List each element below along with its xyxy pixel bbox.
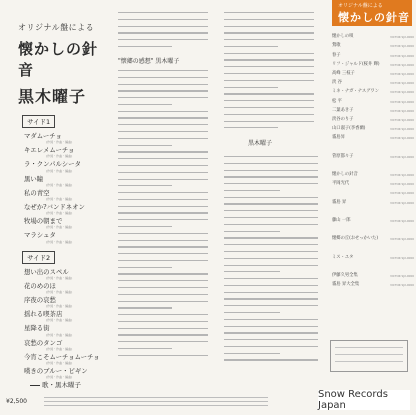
catalog-code: VICTOR SJX-0000	[390, 191, 414, 196]
track-title: 牧場の朝まで	[24, 217, 63, 226]
track-credit: (作詞・作曲・編曲)	[46, 211, 73, 216]
side2-label: サイド2	[22, 251, 55, 264]
catalog-title: 鶯歌	[332, 43, 341, 49]
track-item	[24, 144, 110, 158]
catalog-row	[332, 260, 414, 269]
track-credit: (作詞・作曲・編曲)	[46, 239, 73, 244]
vocal-credit	[30, 380, 81, 389]
catalog-row	[332, 113, 414, 122]
catalog-row	[332, 48, 414, 57]
track-credit: (作詞・作曲・編曲)	[46, 375, 73, 380]
catalog-code: VICTOR SJX-0000	[390, 71, 414, 76]
catalog-row	[332, 214, 414, 223]
catalog-title: 高峰 三枝子	[332, 70, 355, 76]
track-title: 私の青空	[24, 188, 50, 197]
album-subtitle: オリジナル盤による	[18, 23, 95, 32]
track-item	[24, 130, 110, 144]
track-title: 花のめのほ	[24, 281, 56, 290]
side1-label: サイド1	[22, 115, 55, 128]
track-title: 黒い瞳	[24, 174, 44, 183]
track-credit: (作詞・作曲・編曲)	[46, 332, 73, 337]
catalog-row	[332, 186, 414, 195]
catalog-code: VICTOR SJX-0000	[390, 108, 414, 113]
track-title: なぜか?バンドネオン	[24, 203, 85, 212]
catalog-row	[332, 195, 414, 204]
track-title: ラ・クンパルシータ	[24, 160, 81, 169]
catalog-panel	[324, 0, 416, 398]
track-credit: (作詞・作曲・編曲)	[46, 168, 73, 173]
catalog-code: VICTOR SJX-0000	[390, 127, 414, 132]
track-item	[24, 158, 110, 172]
track-title: 序夜の哀愁	[24, 296, 56, 305]
track-item	[24, 187, 110, 201]
catalog-code: VICTOR SJX-0000	[390, 136, 414, 141]
catalog-code: VICTOR SJX-0000	[390, 62, 414, 67]
track-credit: (作詞・作曲・編曲)	[46, 197, 73, 202]
catalog-row	[332, 168, 414, 177]
catalog-title: 松 平	[332, 98, 342, 104]
track-title: マラシュタ	[24, 231, 56, 240]
vocal-credit-text: 歌・黒木曜子	[42, 381, 81, 389]
catalog-code: VICTOR SJX-0000	[390, 44, 414, 49]
catalog-title: ミス・ユタ	[332, 254, 354, 260]
catalog-title: 平岡光代	[332, 181, 350, 187]
catalog-title: 懐郷の丘(おせっかいた)	[332, 236, 379, 242]
catalog-code: VICTOR SJX-0000	[390, 173, 414, 177]
artist-name: 黒木曜子	[18, 87, 87, 106]
side1-track-list	[24, 130, 110, 244]
catalog-row	[332, 269, 414, 278]
track-item	[24, 266, 110, 280]
track-item	[24, 308, 110, 322]
track-credit: (作詞・作曲・編曲)	[46, 346, 73, 351]
catalog-row	[332, 85, 414, 94]
catalog-code: VICTOR SJX-0000	[390, 200, 414, 205]
track-credit: (作詞・作曲・編曲)	[46, 318, 73, 323]
catalog-code: VICTOR SJX-0000	[390, 255, 414, 260]
catalog-title: 春子	[332, 52, 341, 58]
catalog-title: 懐かしの唄	[332, 34, 354, 40]
obi-subtitle: オリジナル盤による	[338, 3, 383, 9]
catalog-row	[332, 159, 414, 168]
catalog-title: 懐かしの針音	[332, 172, 358, 177]
catalog-row	[332, 177, 414, 186]
notes-text-block	[118, 12, 208, 53]
track-title: キエレメムーチョ	[24, 146, 75, 155]
track-title: 想い出のスペル	[24, 267, 69, 276]
catalog-title: 霧島昇	[332, 135, 345, 141]
liner-notes-column-left	[112, 6, 212, 366]
tracklist-panel	[8, 6, 110, 392]
catalog-title: 伊藤久男全集	[332, 273, 358, 279]
catalog-code: VICTOR SJX-0000	[390, 154, 414, 159]
catalog-row	[332, 140, 414, 149]
track-item	[24, 365, 110, 379]
catalog-title: 淡 谷	[332, 80, 342, 86]
track-title: 哀愁のタンゴ	[24, 338, 63, 347]
notes-text-block	[118, 70, 208, 362]
catalog-title: 霧島 昇大全集	[332, 282, 360, 288]
catalog-row	[332, 223, 414, 232]
catalog-title: ミネ・ナガ・ナスグワン	[332, 89, 380, 95]
liner-notes	[112, 6, 320, 366]
catalog-title: リフ・ジャルド(桜井 輝)	[332, 61, 380, 67]
notes-signature: 黒木曜子	[248, 140, 273, 147]
track-title: 今宵こそムーチョムーチョ	[24, 352, 100, 361]
track-credit: (作詞・作曲・編曲)	[46, 182, 73, 187]
catalog-code: VICTOR SJX-0000	[390, 35, 414, 40]
catalog-code: VICTOR SJX-0000	[390, 274, 414, 279]
catalog-row	[332, 251, 414, 260]
track-credit: (作詞・作曲・編曲)	[46, 225, 73, 230]
notes-heading: "懐郷の感想" 黒木曜子	[118, 58, 180, 65]
catalog-row	[332, 131, 414, 140]
catalog-code: VICTOR SJX-0000	[390, 99, 414, 104]
catalog-title: 藤山 一郎	[332, 217, 351, 223]
track-item	[24, 337, 110, 351]
catalog-row	[332, 67, 414, 76]
track-credit: (作詞・作曲・編曲)	[46, 275, 73, 280]
track-item	[24, 280, 110, 294]
catalog-row	[332, 76, 414, 85]
fine-print	[44, 397, 268, 409]
catalog-row	[332, 30, 414, 39]
catalog-row	[332, 205, 414, 214]
track-title: 嘆きのブルー・ピギン	[24, 367, 88, 376]
catalog-code: VICTOR SJX-0000	[390, 237, 414, 242]
catalog-code: VICTOR SJX-0000	[390, 182, 414, 187]
catalog-title: 霧島 昇	[332, 199, 347, 205]
catalog-row	[332, 278, 414, 287]
catalog-title: 菅原都々子	[332, 153, 354, 159]
catalog-row	[332, 241, 414, 250]
track-title: 星降る街	[24, 324, 50, 333]
catalog-title: 山口淑子(李香蘭)	[332, 126, 366, 132]
catalog-list	[332, 30, 414, 287]
track-item	[24, 351, 110, 365]
track-credit: (作詞・作曲・編曲)	[46, 140, 73, 145]
obi-banner	[332, 0, 412, 26]
catalog-code: VICTOR SJX-0000	[390, 53, 414, 58]
catalog-title: 淡谷のり子	[332, 116, 354, 122]
catalog-row	[332, 58, 414, 67]
track-item	[24, 229, 110, 243]
catalog-row	[332, 232, 414, 241]
catalog-row	[332, 149, 414, 158]
track-item	[24, 322, 110, 336]
price-label: ¥2,500	[6, 398, 27, 405]
obi-title: 懐かしの針音	[338, 11, 410, 24]
catalog-code: VICTOR SJX-0000	[390, 117, 414, 122]
track-title: マダムーチョ	[24, 132, 62, 140]
track-item	[24, 201, 110, 215]
track-credit: (作詞・作曲・編曲)	[46, 290, 73, 295]
catalog-title: 二葉あき子	[332, 107, 354, 113]
track-credit: (作詞・作曲・編曲)	[46, 154, 73, 159]
notes-text-block	[224, 156, 318, 366]
catalog-code: VICTOR SJX-0000	[390, 81, 414, 86]
track-item	[24, 215, 110, 229]
catalog-code: VICTOR SJX-0000	[390, 90, 414, 95]
track-title: 揺れる喫茶店	[24, 310, 63, 319]
catalog-row	[332, 94, 414, 103]
album-title: 懐かしの針音	[18, 40, 99, 79]
info-box	[330, 340, 408, 372]
track-item	[24, 294, 110, 308]
catalog-row	[332, 104, 414, 113]
track-credit: (作詞・作曲・編曲)	[46, 304, 73, 309]
notes-text-block	[224, 12, 314, 134]
track-credit: (作詞・作曲・編曲)	[46, 361, 73, 366]
catalog-row	[332, 122, 414, 131]
catalog-row	[332, 39, 414, 48]
catalog-code: VICTOR SJX-0000	[390, 283, 414, 288]
side2-track-list	[24, 266, 110, 380]
catalog-code: VICTOR SJX-0000	[390, 218, 414, 223]
watermark: Snow Records Japan	[318, 390, 410, 410]
track-item	[24, 173, 110, 187]
